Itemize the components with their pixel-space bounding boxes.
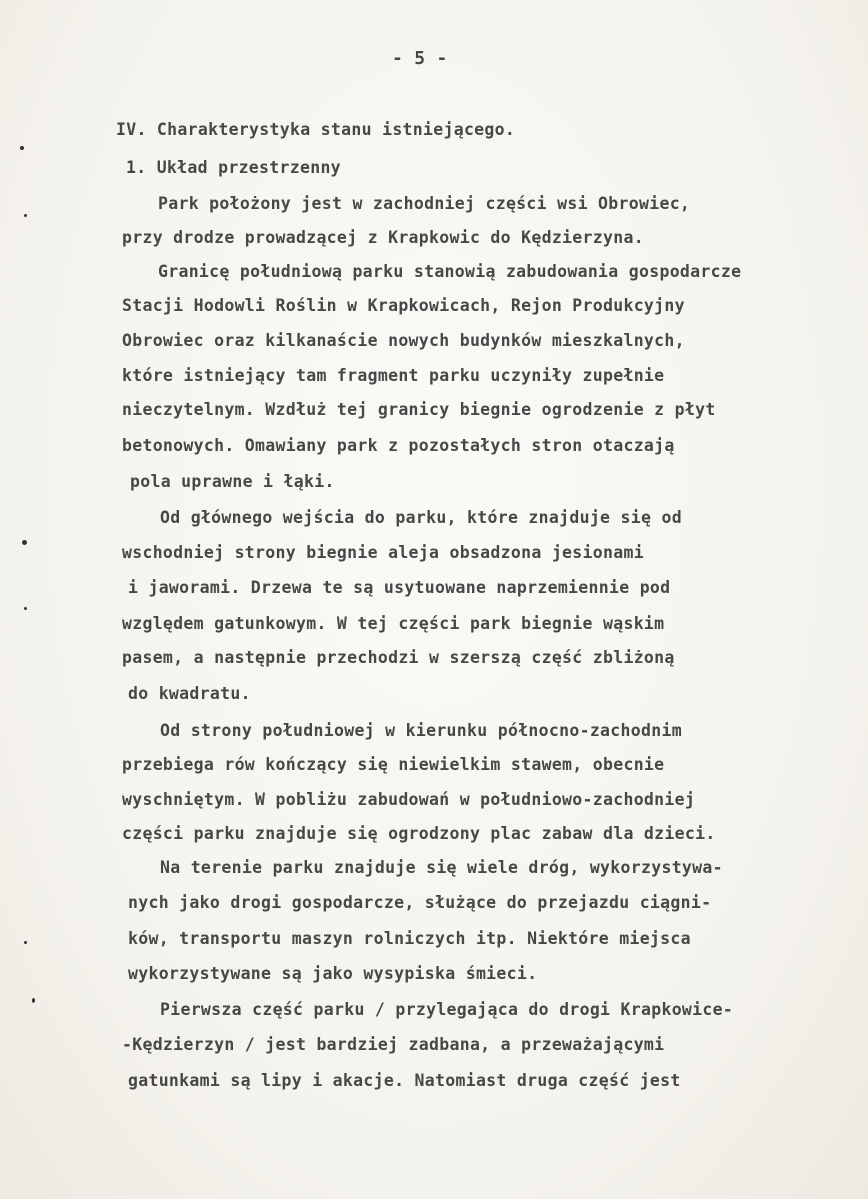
text-line: Obrowiec oraz kilkanaście nowych budynków mieszkalnych, <box>122 331 685 350</box>
text-line: ków, transportu maszyn rolniczych itp. Niektóre miejsca <box>128 929 691 948</box>
margin-mark <box>20 146 24 150</box>
section-heading: IV. Charakterystyka stanu istniejącego. <box>116 120 516 139</box>
page-number: - 5 - <box>392 48 448 69</box>
text-line: wyschniętym. W pobliżu zabudowań w południowo-zachodniej <box>122 790 696 809</box>
text-line: Od głównego wejścia do parku, które znajduje się od <box>160 508 682 527</box>
text-line: pola uprawne i łąki. <box>130 472 335 491</box>
margin-mark <box>24 941 27 944</box>
margin-mark <box>24 607 27 610</box>
margin-mark <box>24 214 27 217</box>
text-line: przebiega rów kończący się niewielkim stawem, obecnie <box>122 755 665 774</box>
text-line: gatunkami są lipy i akacje. Natomiast druga część jest <box>128 1071 681 1090</box>
text-line: Pierwsza część parku / przylegająca do drogi Krapkowice- <box>160 1000 734 1019</box>
margin-mark <box>22 540 27 545</box>
text-line: i jaworami. Drzewa te są usytuowane naprzemiennie pod <box>128 578 671 597</box>
text-line: pasem, a następnie przechodzi w szerszą część zbliżoną <box>122 648 675 667</box>
text-line: nieczytelnym. Wzdłuż tej granicy biegnie ogrodzenie z płyt <box>122 400 716 419</box>
text-line: nych jako drogi gospodarcze, służące do przejazdu ciągni- <box>128 893 712 912</box>
text-line: względem gatunkowym. W tej części park biegnie wąskim <box>122 614 665 633</box>
text-line: Granicę południową parku stanowią zabudowania gospodarcze <box>158 262 742 281</box>
text-line: do kwadratu. <box>128 684 251 703</box>
text-line: części parku znajduje się ogrodzony plac zabaw dla dzieci. <box>122 824 716 843</box>
text-line: betonowych. Omawiany park z pozostałych stron otaczają <box>122 436 675 455</box>
text-line: Od strony południowej w kierunku północno-zachodnim <box>160 721 682 740</box>
text-line: które istniejący tam fragment parku uczyniły zupełnie <box>122 366 665 385</box>
subsection-heading: 1. Układ przestrzenny <box>126 158 341 177</box>
text-line: Park położony jest w zachodniej części wsi Obrowiec, <box>158 194 691 213</box>
text-line: Na terenie parku znajduje się wiele dróg, wykorzystywa- <box>160 858 723 877</box>
text-line: -Kędzierzyn / jest bardziej zadbana, a przeważającymi <box>122 1035 665 1054</box>
text-line: wykorzystywane są jako wysypiska śmieci. <box>128 964 538 983</box>
text-line: wschodniej strony biegnie aleja obsadzona jesionami <box>122 543 644 562</box>
margin-mark <box>32 998 35 1003</box>
text-line: Stacji Hodowli Roślin w Krapkowicach, Rejon Produkcyjny <box>122 296 685 315</box>
text-line: przy drodze prowadzącej z Krapkowic do Kędzierzyna. <box>122 228 644 247</box>
